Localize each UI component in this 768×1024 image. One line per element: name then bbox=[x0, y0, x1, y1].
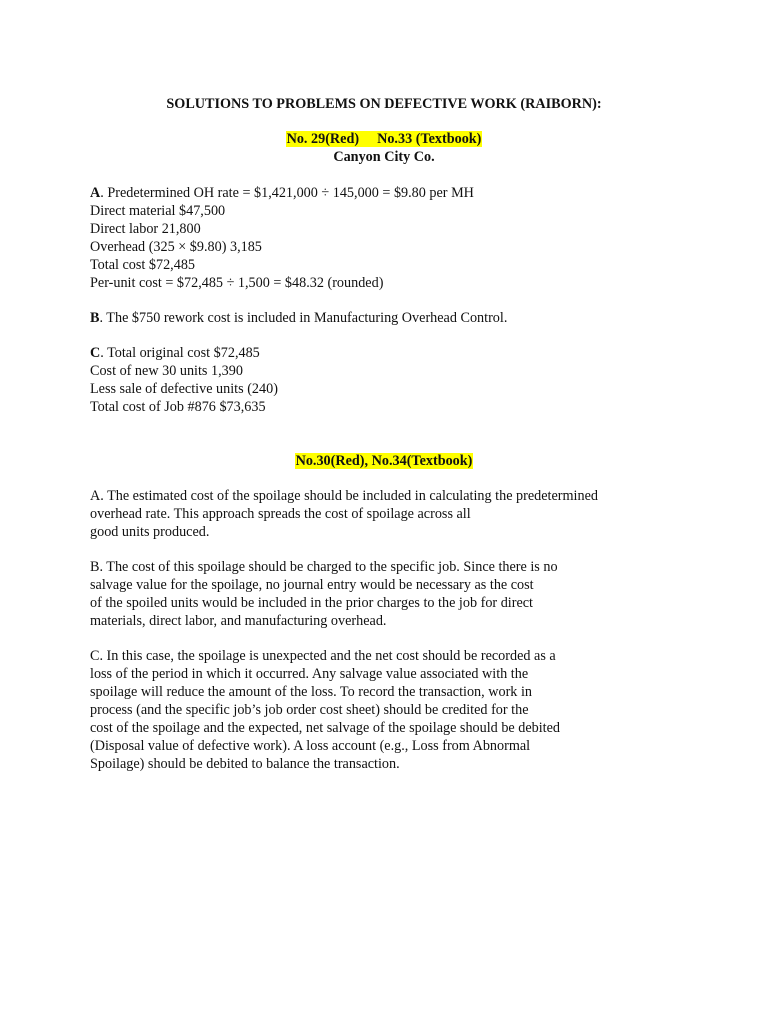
p2-part-a-line-2: overhead rate. This approach spreads the cost of spoilage across all bbox=[90, 506, 471, 522]
part-a-line-2: Direct material $47,500 bbox=[90, 203, 226, 219]
part-a-line-5: Total cost $72,485 bbox=[90, 257, 196, 273]
part-b-letter: B bbox=[90, 310, 100, 326]
problem1-header-highlight bbox=[286, 131, 483, 147]
p2-part-b-line-4: materials, direct labor, and manufacturing overhead. bbox=[90, 613, 387, 629]
p2-part-b-line-1: B. The cost of this spoilage should be charged to the specific job. Since there is no bbox=[90, 559, 558, 575]
p2-part-c-line-1: C. In this case, the spoilage is unexpected and the net cost should be recorded as a bbox=[90, 648, 556, 664]
part-c-line-2: Cost of new 30 units 1,390 bbox=[90, 363, 243, 379]
problem1-company: Canyon City Co. bbox=[333, 149, 435, 165]
part-b-text: . The $750 rework cost is included in Manufacturing Overhead Control. bbox=[99, 310, 508, 326]
part-c-line-1 bbox=[90, 344, 710, 362]
p2-part-a-line-1: A. The estimated cost of the spoilage should be included in calculating the predetermined bbox=[90, 488, 598, 504]
problem2-part-b bbox=[90, 558, 710, 630]
part-a-letter: A bbox=[90, 185, 101, 201]
part-a-line-6: Per-unit cost = $72,485 ÷ 1,500 = $48.32 (rounded) bbox=[90, 275, 384, 291]
p2-part-c-line-6: (Disposal value of defective work). A loss account (e.g., Loss from Abnormal bbox=[90, 738, 531, 754]
p2-part-a-line-3: good units produced. bbox=[90, 524, 210, 540]
problem2-header-highlight: No.30(Red), No.34(Textbook) bbox=[295, 453, 473, 469]
part-c-line-1-text: . Total original cost $72,485 bbox=[100, 345, 260, 361]
problem1-header-red: No. 29(Red) bbox=[286, 131, 360, 147]
p2-part-b-line-3: of the spoiled units would be included in the prior charges to the job for direct bbox=[90, 595, 533, 611]
problem1-part-a bbox=[90, 184, 710, 292]
p2-part-b-line-2: salvage value for the spoilage, no journal entry would be necessary as the cost bbox=[90, 577, 534, 593]
problem2-part-a bbox=[90, 487, 710, 541]
part-c-letter: C bbox=[90, 345, 101, 361]
part-a-line-1-text: . Predetermined OH rate = $1,421,000 ÷ 145,000 = $9.80 per MH bbox=[100, 185, 474, 201]
problem1-header bbox=[0, 130, 768, 148]
p2-part-c-line-2: loss of the period in which it occurred. Any salvage value associated with the bbox=[90, 666, 529, 682]
problem2-part-c bbox=[90, 647, 710, 773]
part-a-line-4: Overhead (325 × $9.80) 3,185 bbox=[90, 239, 262, 255]
document-title: SOLUTIONS TO PROBLEMS ON DEFECTIVE WORK (RAIBORN): bbox=[166, 96, 602, 112]
p2-part-c-line-3: spoilage will reduce the amount of the loss. To record the transaction, work in bbox=[90, 684, 532, 700]
part-c-line-4: Total cost of Job #876 $73,635 bbox=[90, 399, 266, 415]
part-b-line bbox=[90, 309, 710, 327]
problem1-part-b bbox=[90, 309, 710, 327]
p2-part-c-line-5: cost of the spoilage and the expected, net salvage of the spoilage should be debited bbox=[90, 720, 561, 736]
p2-part-c-line-7: Spoilage) should be debited to balance the transaction. bbox=[90, 756, 400, 772]
part-c-line-3: Less sale of defective units (240) bbox=[90, 381, 278, 397]
part-a-line-1 bbox=[90, 184, 710, 202]
p2-part-c-line-4: process (and the specific job’s job order cost sheet) should be credited for the bbox=[90, 702, 529, 718]
part-a-line-3: Direct labor 21,800 bbox=[90, 221, 201, 237]
problem1-part-c bbox=[90, 344, 710, 416]
problem2-header bbox=[0, 452, 768, 470]
problem1-header-textbook: No.33 (Textbook) bbox=[377, 131, 482, 147]
